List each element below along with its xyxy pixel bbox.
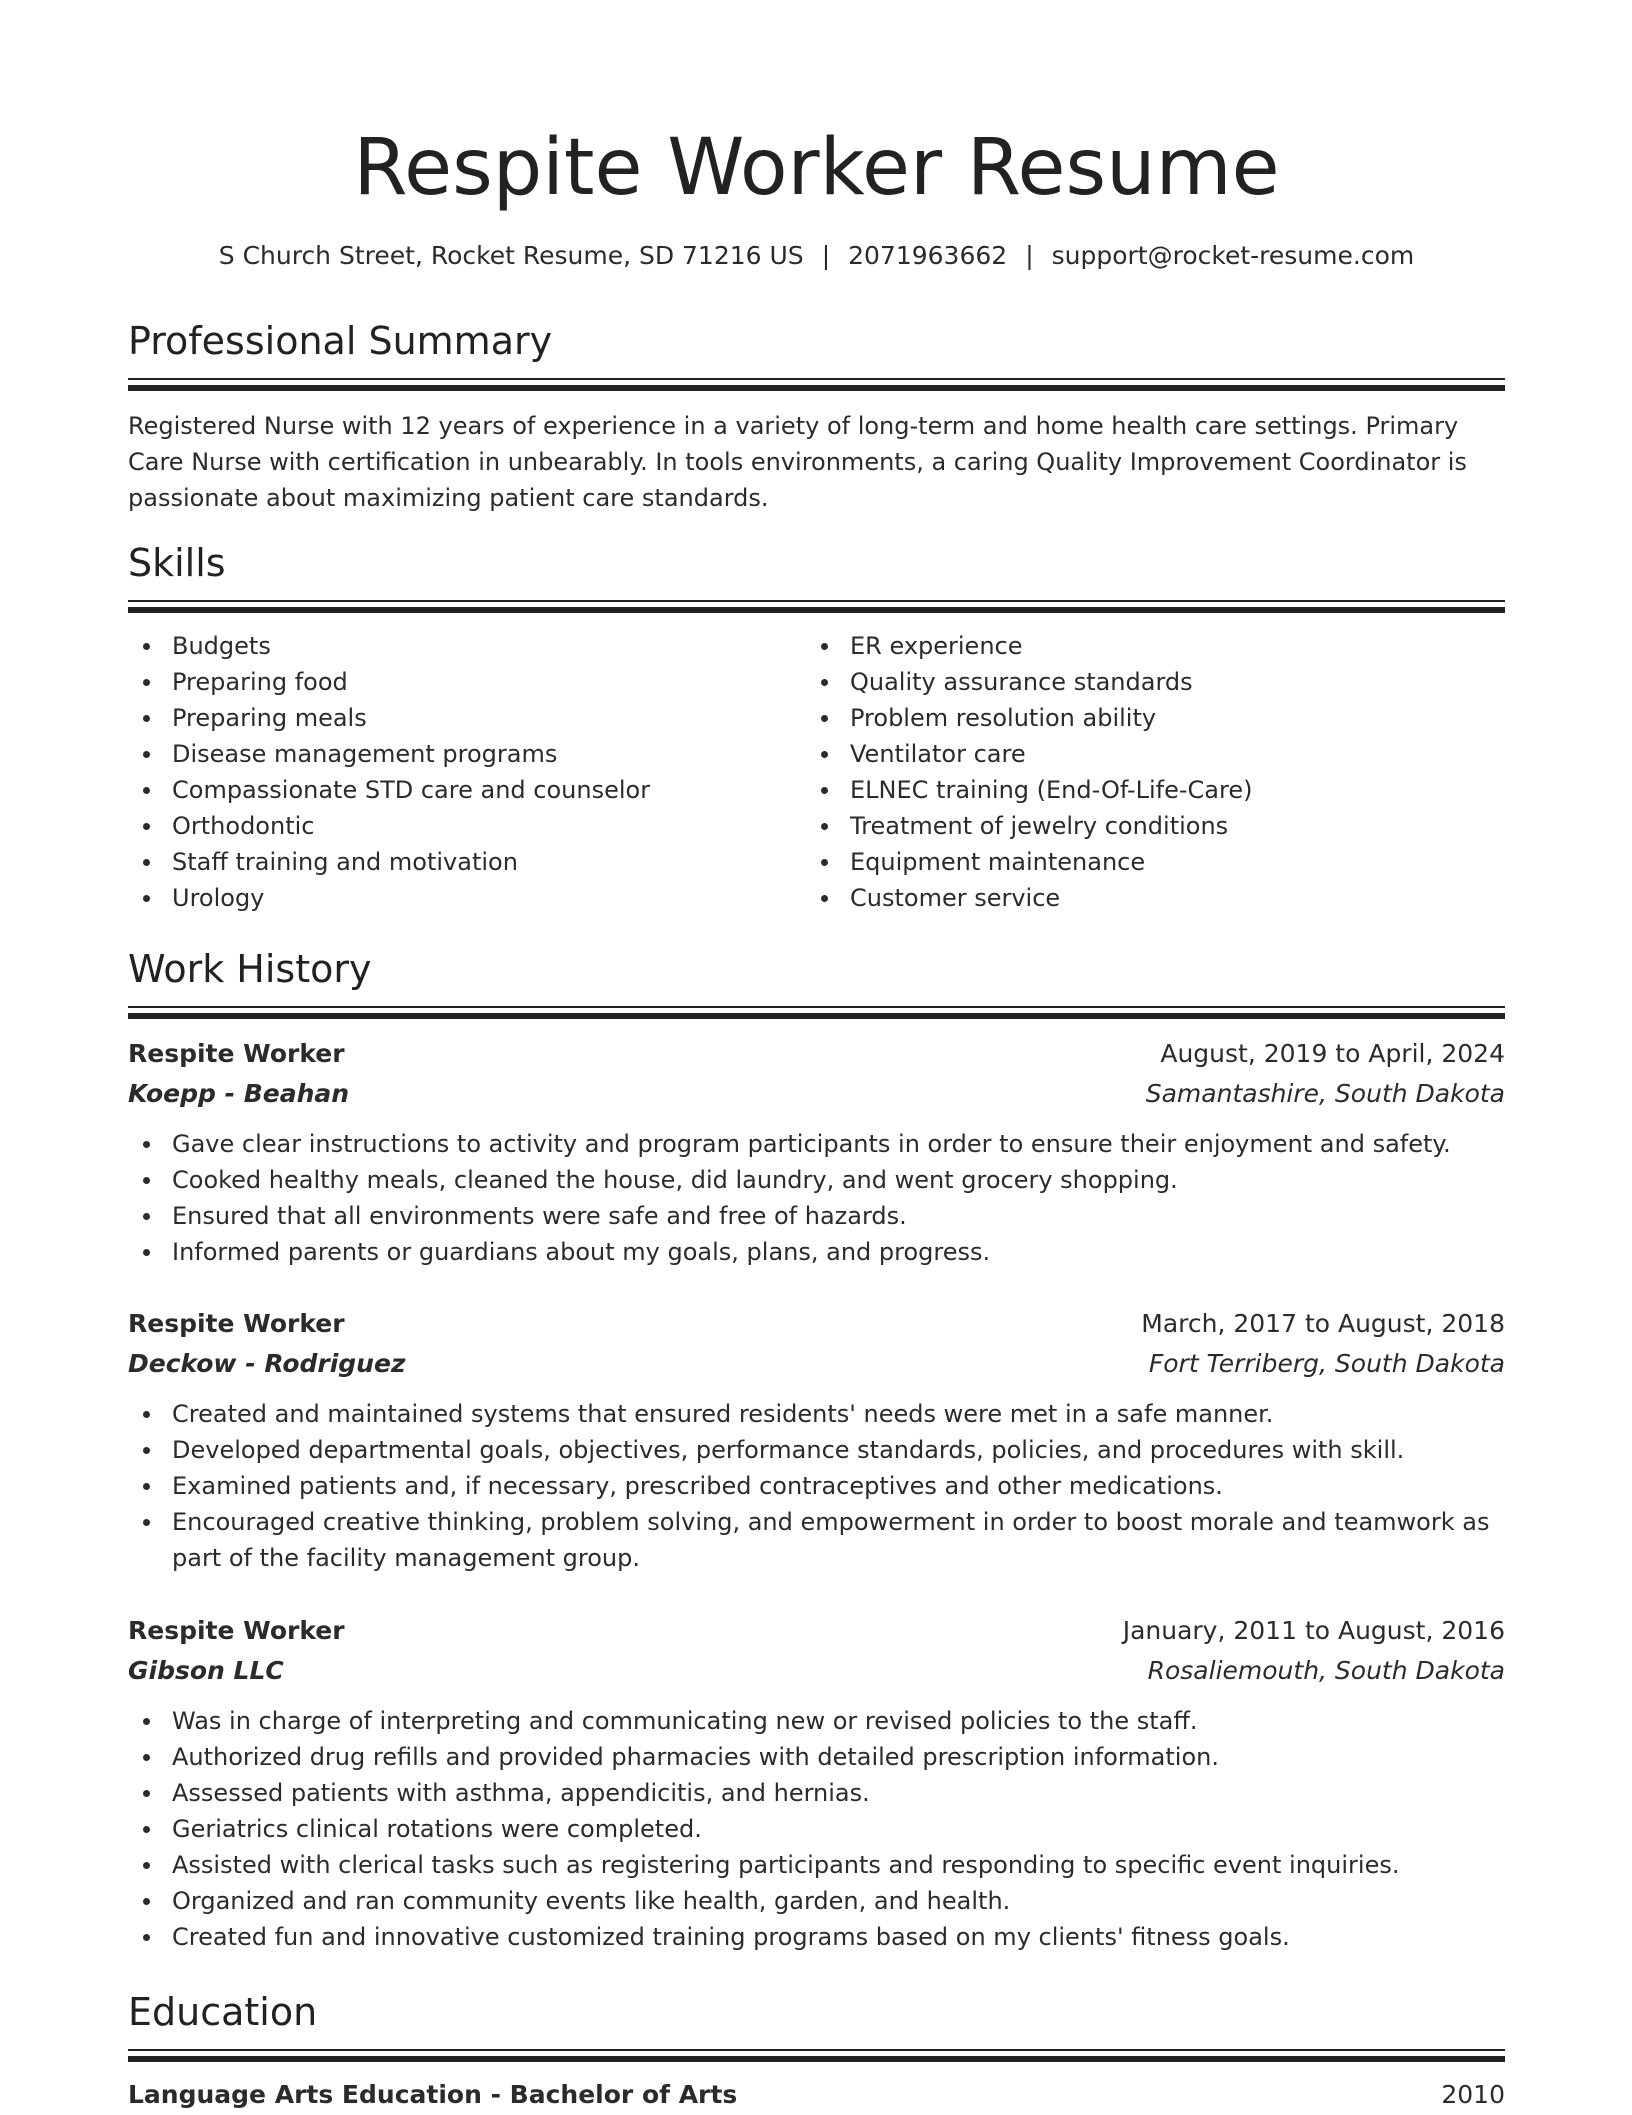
skill-item: ELNEC training (End-Of-Life-Care): [806, 772, 1484, 808]
job-location: Rosaliemouth, South Dakota: [1147, 1656, 1505, 1685]
skill-item: Quality assurance standards: [806, 664, 1484, 700]
skill-item: Budgets: [128, 628, 806, 664]
section-divider: [128, 2049, 1505, 2061]
contact-separator: |: [1025, 241, 1034, 270]
duty-item: Created and maintained systems that ensured residents' needs were met in a safe manner.: [128, 1396, 1505, 1432]
contact-separator: |: [821, 241, 831, 270]
duty-item: Geriatrics clinical rotations were completed.: [128, 1811, 1505, 1847]
skill-item: Preparing food: [128, 664, 806, 700]
duty-item: Ensured that all environments were safe and free of hazards.: [128, 1198, 1505, 1234]
education-degree: Language Arts Education - Bachelor of Arts: [128, 2080, 738, 2109]
work-heading: Work History: [128, 947, 372, 991]
contact-line: [128, 238, 1505, 274]
job-dates: March, 2017 to August, 2018: [1141, 1309, 1505, 1338]
skills-grid: [128, 628, 1505, 916]
job-title: Respite Worker: [128, 1309, 345, 1338]
section-divider: [128, 600, 1505, 612]
skill-item: Treatment of jewelry conditions: [806, 808, 1484, 844]
job-entry: [128, 1304, 1505, 1576]
job-title: Respite Worker: [128, 1616, 345, 1645]
education-entry: [128, 2075, 1505, 2115]
section-divider: [128, 378, 1505, 390]
job-entry: [128, 1034, 1505, 1270]
work-section: [128, 944, 1505, 1018]
skills-right-column: [806, 628, 1484, 916]
skills-section: [128, 538, 1505, 916]
skill-item: ER experience: [806, 628, 1484, 664]
job-title: Respite Worker: [128, 1039, 345, 1068]
job-entry: [128, 1611, 1505, 1955]
job-duties: [128, 1126, 1505, 1270]
education-heading: Education: [128, 1990, 318, 2034]
duty-item: Encouraged creative thinking, problem solving, and empowerment in order to boost morale and teamwork as part of the facility management group.: [128, 1504, 1505, 1576]
summary-heading: Professional Summary: [128, 319, 553, 363]
contact-email: support@rocket-resume.com: [1051, 241, 1415, 270]
skill-item: Problem resolution ability: [806, 700, 1484, 736]
duty-item: Gave clear instructions to activity and program participants in order to ensure their enjoyment and safety.: [128, 1126, 1505, 1162]
duty-item: Informed parents or guardians about my goals, plans, and progress.: [128, 1234, 1505, 1270]
duty-item: Examined patients and, if necessary, prescribed contraceptives and other medications.: [128, 1468, 1505, 1504]
skill-item: Staff training and motivation: [128, 844, 806, 880]
skill-item: Equipment maintenance: [806, 844, 1484, 880]
duty-item: Assisted with clerical tasks such as registering participants and responding to specific event inquiries.: [128, 1847, 1505, 1883]
skill-item: Preparing meals: [128, 700, 806, 736]
skill-item: Compassionate STD care and counselor: [128, 772, 806, 808]
job-dates: August, 2019 to April, 2024: [1160, 1039, 1505, 1068]
skill-item: Urology: [128, 880, 806, 916]
education-section: [128, 1987, 1505, 2115]
contact-address: S Church Street, Rocket Resume, SD 71216 US: [218, 241, 804, 270]
education-year: 2010: [1441, 2080, 1505, 2109]
duty-item: Was in charge of interpreting and communicating new or revised policies to the staff.: [128, 1703, 1505, 1739]
duty-item: Developed departmental goals, objectives, performance standards, policies, and procedures with skill.: [128, 1432, 1505, 1468]
skill-item: Customer service: [806, 880, 1484, 916]
job-duties: [128, 1396, 1505, 1576]
skill-item: Ventilator care: [806, 736, 1484, 772]
job-dates: January, 2011 to August, 2016: [1122, 1616, 1505, 1645]
skills-left-column: [128, 628, 806, 916]
duty-item: Assessed patients with asthma, appendicitis, and hernias.: [128, 1775, 1505, 1811]
skill-item: Disease management programs: [128, 736, 806, 772]
section-divider: [128, 1006, 1505, 1018]
duty-item: Authorized drug refills and provided pharmacies with detailed prescription information.: [128, 1739, 1505, 1775]
summary-section: [128, 316, 1505, 516]
job-location: Fort Terriberg, South Dakota: [1148, 1349, 1505, 1378]
skills-heading: Skills: [128, 541, 226, 585]
duty-item: Organized and ran community events like health, garden, and health.: [128, 1883, 1505, 1919]
job-location: Samantashire, South Dakota: [1145, 1079, 1505, 1108]
duty-item: Cooked healthy meals, cleaned the house, did laundry, and went grocery shopping.: [128, 1162, 1505, 1198]
summary-text: Registered Nurse with 12 years of experience in a variety of long-term and home health care settings. Primary Care Nurse with certification in unbearably. In tools environments, a caring Quality Improvement Coordinator is passionate about maximizing patient care standards.: [128, 412, 1467, 512]
job-duties: [128, 1703, 1505, 1955]
contact-phone: 2071963662: [848, 241, 1008, 270]
resume-title: Respite Worker Resume: [353, 123, 1280, 213]
job-company: Gibson LLC: [128, 1656, 284, 1685]
job-company: Koepp - Beahan: [128, 1079, 350, 1108]
skill-item: Orthodontic: [128, 808, 806, 844]
duty-item: Created fun and innovative customized training programs based on my clients' fitness goals.: [128, 1919, 1505, 1955]
job-company: Deckow - Rodriguez: [128, 1349, 406, 1378]
